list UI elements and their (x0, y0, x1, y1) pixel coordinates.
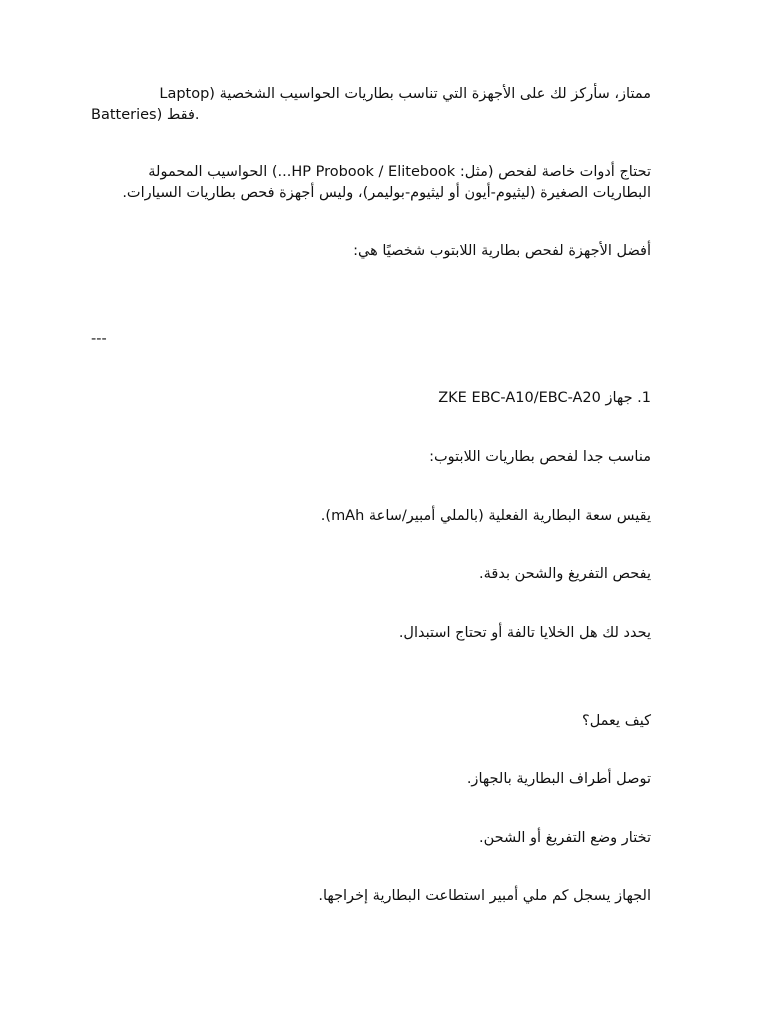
how-it-works-heading: كيف يعمل؟ (582, 713, 651, 729)
device-heading: 1. جهاز ZKE EBC-A10/EBC-A20 (438, 390, 651, 406)
intro-paragraph-line-1: ممتاز، سأركز لك على الأجهزة التي تناسب بطاريات الحواسيب الشخصية (Laptop (159, 86, 651, 102)
intro-paragraph-line-2: Batteries) فقط. (91, 107, 200, 123)
feature-item-discharge: يفحص التفريغ والشحن بدقة. (479, 566, 651, 582)
feature-item-capacity: يقيس سعة البطارية الفعلية (بالملي أمبير/ساعة mAh). (320, 508, 651, 524)
suitability-text: مناسب جدا لفحص بطاريات اللابتوب: (429, 449, 651, 465)
tools-paragraph-line-1: تحتاج أدوات خاصة لفحص (مثل: HP Probook / Elitebook...) الحواسيب المحمولة (148, 164, 651, 180)
tools-paragraph-line-2: البطاريات الصغيرة (ليثيوم-أيون أو ليثيوم-بوليمر)، وليس أجهزة فحص بطاريات السيارات. (122, 185, 651, 201)
feature-item-cells: يحدد لك هل الخلايا تالفة أو تحتاج استبدال. (398, 625, 651, 641)
step-item-record: الجهاز يسجل كم ملي أمبير استطاعت البطارية إخراجها. (318, 888, 651, 904)
separator: --- (91, 331, 107, 347)
best-devices-heading: أفضل الأجهزة لفحص بطارية اللابتوب شخصيًا هي: (353, 243, 651, 259)
step-item-connect: توصل أطراف البطارية بالجهاز. (466, 771, 651, 787)
step-item-mode: تختار وضع التفريغ أو الشحن. (479, 830, 651, 846)
